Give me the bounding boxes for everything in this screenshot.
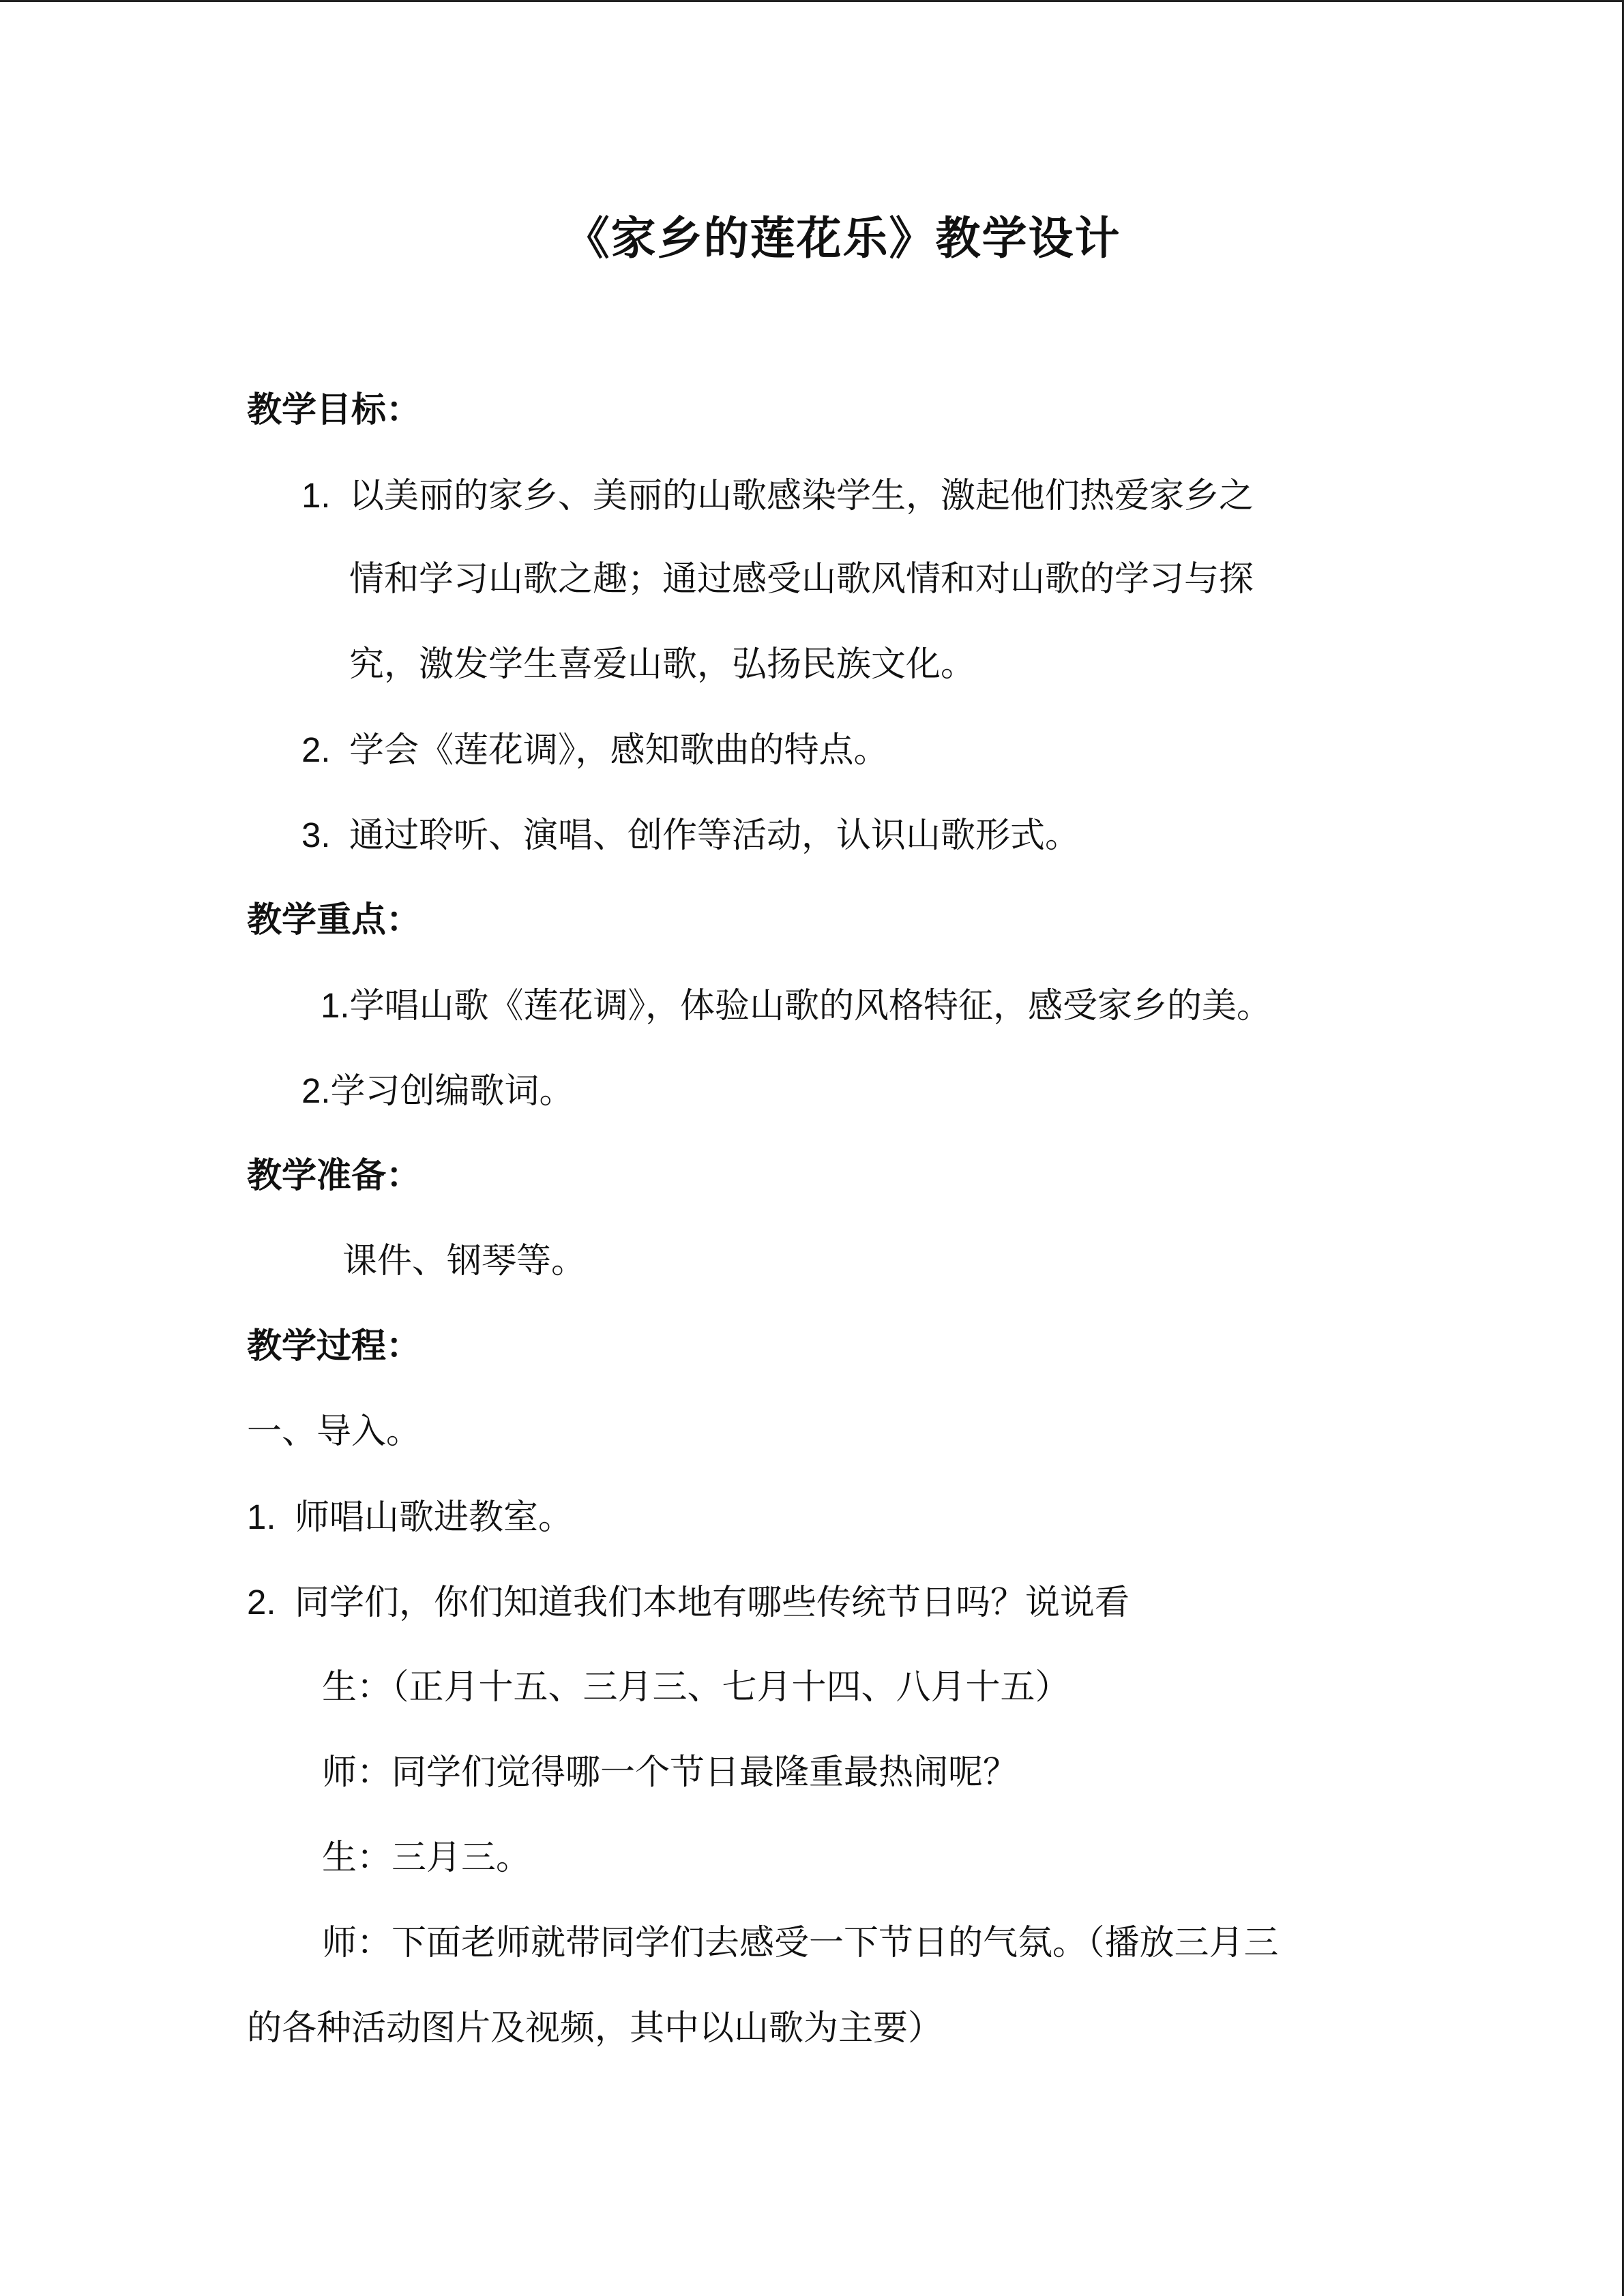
key-point-text: 学习创编歌词。 <box>330 1071 574 1112</box>
objective-text-line: 通过聆听、演唱、创作等活动，认识山歌形式。 <box>349 816 1080 856</box>
process-step-number: 1. <box>247 1497 276 1536</box>
objective-item-1-line-3: 究，激发学生喜爱山歌，弘扬民族文化。 <box>349 644 976 685</box>
objective-text-line: 学会《莲花调》，感知歌曲的特点。 <box>349 730 889 771</box>
objective-item-2 <box>301 726 889 775</box>
key-point-item-2 <box>301 1067 574 1116</box>
objective-item-3 <box>301 811 1080 860</box>
objective-number: 1. <box>301 476 331 515</box>
dialogue-line-2: 师：同学们觉得哪一个节日最隆重最热闹呢？ <box>322 1753 1018 1793</box>
objective-text-line: 以美丽的家乡、美丽的山歌感染学生，激起他们热爱家乡之 <box>349 476 1254 516</box>
key-points-heading: 教学重点： <box>247 900 422 940</box>
process-step-text: 师唱山歌进教室。 <box>295 1497 574 1538</box>
key-point-text: 学唱山歌《莲花调》，体验山歌的风格特征，感受家乡的美。 <box>349 986 1272 1026</box>
key-point-item-1 <box>321 982 1271 1030</box>
objectives-heading: 教学目标： <box>247 390 422 430</box>
dialogue-line-3: 生：三月三。 <box>322 1838 531 1878</box>
process-step-2 <box>247 1579 1130 1627</box>
dialogue-line-1: 生：（正月十五、三月三、七月十四、八月十五） <box>322 1667 1070 1708</box>
objective-number: 2. <box>301 730 331 769</box>
process-heading: 教学过程： <box>247 1326 422 1367</box>
dialogue-line-4: 师：下面老师就带同学们去感受一下节日的气氛。（播放三月三 <box>322 1923 1279 1963</box>
preparation-text: 课件、钢琴等。 <box>342 1241 587 1281</box>
key-point-number: 2. <box>301 1071 331 1110</box>
process-step-1 <box>247 1493 573 1542</box>
page-border-top <box>0 0 1624 2</box>
process-section-1-title: 一、导入。 <box>247 1412 422 1452</box>
process-step-number: 2. <box>247 1583 276 1622</box>
key-point-number: 1. <box>321 986 350 1025</box>
objective-item-1 <box>301 472 1254 520</box>
process-step-text: 同学们，你们知道我们本地有哪些传统节日吗？说说看 <box>295 1583 1130 1623</box>
dialogue-line-4-continuation: 的各种活动图片及视频，其中以山歌为主要） <box>247 2008 943 2048</box>
preparation-heading: 教学准备： <box>247 1156 422 1196</box>
objective-item-1-line-2: 情和学习山歌之趣；通过感受山歌风情和对山歌的学习与探 <box>349 559 1254 599</box>
objective-number: 3. <box>301 816 331 854</box>
document-title: 《家乡的莲花乐》教学设计 <box>564 212 1121 265</box>
